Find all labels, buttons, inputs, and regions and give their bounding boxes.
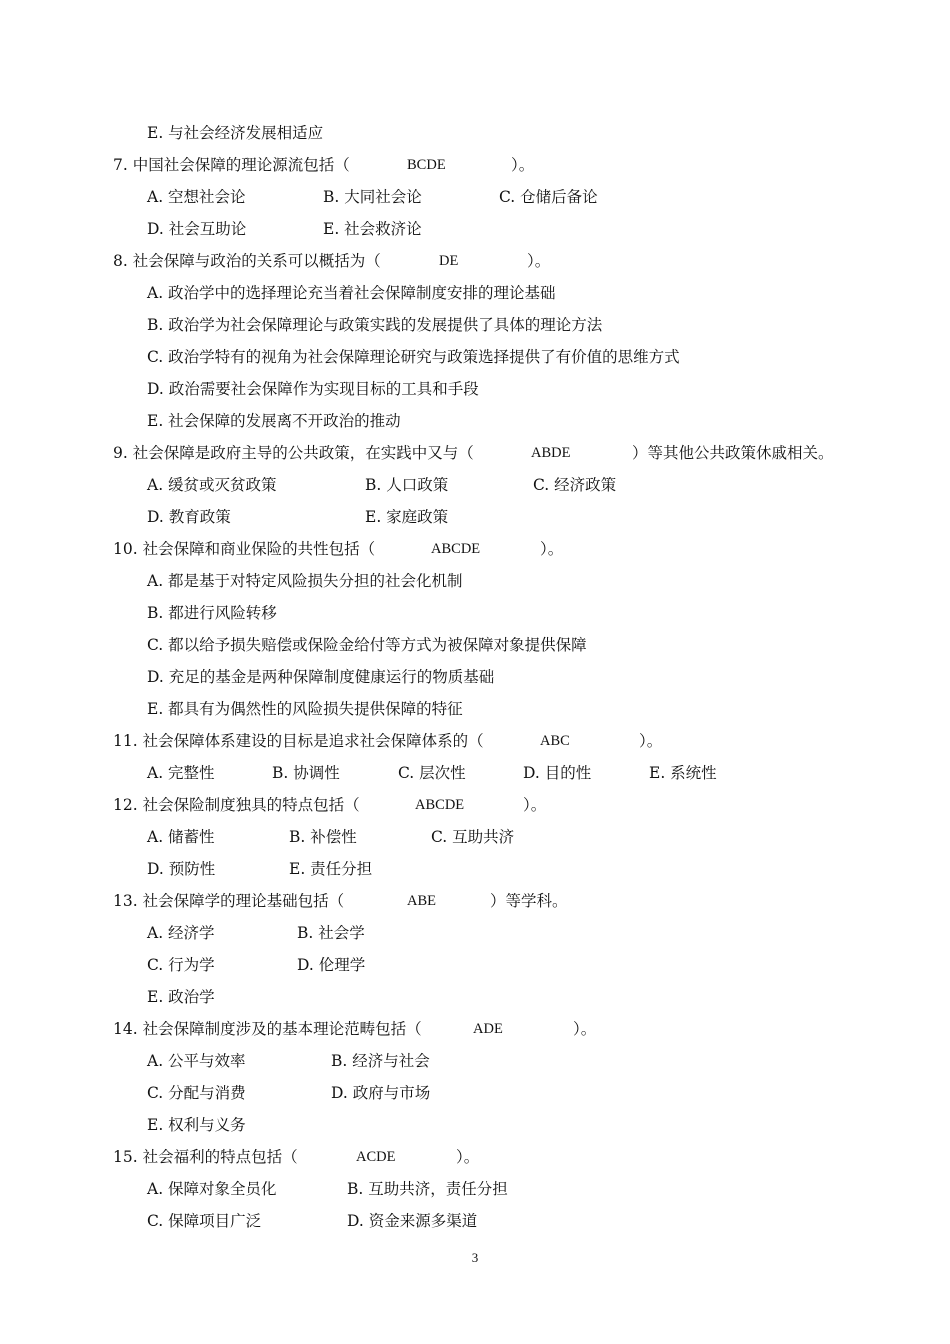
line-text: D. 预防性 <box>147 860 216 878</box>
line-text: B. 社会学 <box>297 924 365 942</box>
text-line <box>147 1081 930 1105</box>
line-text: C. 仓储后备论 <box>499 188 598 206</box>
line-text: E. 系统性 <box>649 764 717 782</box>
line-text: A. 储蓄性 <box>147 828 215 846</box>
line-text: E. 社会救济论 <box>323 220 422 238</box>
line-text: B. 互助共济，责任分担 <box>347 1180 508 1198</box>
text-line <box>147 953 930 977</box>
line-text: A. 都是基于对特定风险损失分担的社会化机制 <box>147 572 463 590</box>
line-text: 14. 社会保障制度涉及的基本理论范畴包括（ <box>113 1020 422 1038</box>
line-text: D. 目的性 <box>523 764 592 782</box>
line-text: D. 资金来源多渠道 <box>347 1212 478 1230</box>
line-text: B. 补偿性 <box>289 828 357 846</box>
line-text: 10. 社会保障和商业保险的共性包括（ <box>113 540 376 558</box>
answer-text: BCDE <box>407 157 446 173</box>
text-line <box>147 217 930 241</box>
line-text: E. 政治学 <box>147 988 215 1006</box>
line-text: A. 保障对象全员化 <box>147 1180 277 1198</box>
line-text: D. 充足的基金是两种保障制度健康运行的物质基础 <box>147 668 495 686</box>
line-text: ）。 <box>540 540 564 558</box>
text-line <box>147 825 930 849</box>
line-text: 7. 中国社会保障的理论源流包括（ <box>113 156 350 174</box>
text-line <box>113 729 930 753</box>
answer-text: ABCDE <box>415 797 465 813</box>
text-line <box>147 281 930 305</box>
line-text: B. 大同社会论 <box>323 188 422 206</box>
line-text: C. 分配与消费 <box>147 1084 246 1102</box>
text-line <box>147 345 930 369</box>
line-text: D. 教育政策 <box>147 508 231 526</box>
line-text: E. 责任分担 <box>289 860 373 878</box>
line-text: B. 政治学为社会保障理论与政策实践的发展提供了具体的理论方法 <box>147 316 603 334</box>
line-text: A. 缓贫或灭贫政策 <box>147 476 277 494</box>
text-line <box>113 1017 930 1041</box>
text-line <box>147 1113 930 1137</box>
text-line <box>113 441 930 465</box>
line-text: C. 保障项目广泛 <box>147 1212 262 1230</box>
line-text: ）。 <box>639 732 663 750</box>
text-line <box>113 793 930 817</box>
line-text: A. 公平与效率 <box>147 1052 246 1070</box>
line-text: D. 伦理学 <box>297 956 366 974</box>
text-line <box>147 985 930 1009</box>
answer-text: DE <box>439 253 459 269</box>
text-line <box>113 153 930 177</box>
line-text: B. 人口政策 <box>365 476 449 494</box>
line-text: A. 空想社会论 <box>147 188 246 206</box>
line-text: 8. 社会保障与政治的关系可以概括为（ <box>113 252 381 270</box>
text-line <box>147 1049 930 1073</box>
line-text: ）。 <box>523 796 547 814</box>
line-text: B. 都进行风险转移 <box>147 604 277 622</box>
line-text: 12. 社会保险制度独具的特点包括（ <box>113 796 360 814</box>
line-text: 15. 社会福利的特点包括（ <box>113 1148 298 1166</box>
line-text: ）。 <box>527 252 551 270</box>
answer-text: ADE <box>473 1021 503 1037</box>
line-text: ）。 <box>573 1020 597 1038</box>
line-text: D. 政治需要社会保障作为实现目标的工具和手段 <box>147 380 479 398</box>
text-line <box>113 889 930 913</box>
text-line <box>147 1177 930 1201</box>
text-line <box>147 697 930 721</box>
line-text: B. 协调性 <box>272 764 340 782</box>
line-text: ）等学科。 <box>490 892 568 910</box>
answer-text: ABCDE <box>431 541 481 557</box>
text-line <box>147 409 930 433</box>
line-text: E. 都具有为偶然性的风险损失提供保障的特征 <box>147 700 463 718</box>
text-line <box>147 505 930 529</box>
text-line <box>147 1209 930 1233</box>
line-text: E. 与社会经济发展相适应 <box>147 124 324 142</box>
line-text: A. 完整性 <box>147 764 215 782</box>
text-line <box>147 473 930 497</box>
line-text: E. 家庭政策 <box>365 508 449 526</box>
text-line <box>113 537 930 561</box>
text-line <box>113 1145 930 1169</box>
text-line <box>113 249 930 273</box>
text-line <box>147 761 930 785</box>
line-text: E. 社会保障的发展离不开政治的推动 <box>147 412 401 430</box>
text-line <box>147 921 930 945</box>
text-line <box>147 313 930 337</box>
answer-text: ABC <box>540 733 570 749</box>
line-text: E. 权利与义务 <box>147 1116 246 1134</box>
answer-text: ACDE <box>356 1149 396 1165</box>
text-line <box>147 601 930 625</box>
line-text: ）。 <box>511 156 535 174</box>
answer-text: ABDE <box>531 445 571 461</box>
line-text: 13. 社会保障学的理论基础包括（ <box>113 892 345 910</box>
line-text: C. 行为学 <box>147 956 215 974</box>
line-text: B. 经济与社会 <box>331 1052 430 1070</box>
text-line <box>147 857 930 881</box>
line-text: C. 互助共济 <box>431 828 515 846</box>
text-line <box>147 633 930 657</box>
line-text: C. 经济政策 <box>533 476 617 494</box>
line-text: C. 都以给予损失赔偿或保险金给付等方式为被保障对象提供保障 <box>147 636 587 654</box>
line-text: D. 政府与市场 <box>331 1084 431 1102</box>
line-text: 11. 社会保障体系建设的目标是追求社会保障体系的（ <box>113 732 484 750</box>
answer-text: ABE <box>407 893 436 909</box>
line-text: D. 社会互助论 <box>147 220 247 238</box>
line-text: C. 层次性 <box>398 764 466 782</box>
text-line <box>147 665 930 689</box>
text-line <box>147 121 930 145</box>
text-line <box>147 569 930 593</box>
line-text: A. 政治学中的选择理论充当着社会保障制度安排的理论基础 <box>147 284 556 302</box>
text-line <box>147 185 930 209</box>
line-text: C. 政治学特有的视角为社会保障理论研究与政策选择提供了有价值的思维方式 <box>147 348 680 366</box>
line-text: A. 经济学 <box>147 924 215 942</box>
page-number: 3 <box>471 1250 479 1265</box>
line-text: ）。 <box>456 1148 480 1166</box>
line-text: 9. 社会保障是政府主导的公共政策，在实践中又与（ <box>113 444 474 462</box>
text-line <box>147 377 930 401</box>
line-text: ）等其他公共政策休戚相关。 <box>632 444 834 462</box>
